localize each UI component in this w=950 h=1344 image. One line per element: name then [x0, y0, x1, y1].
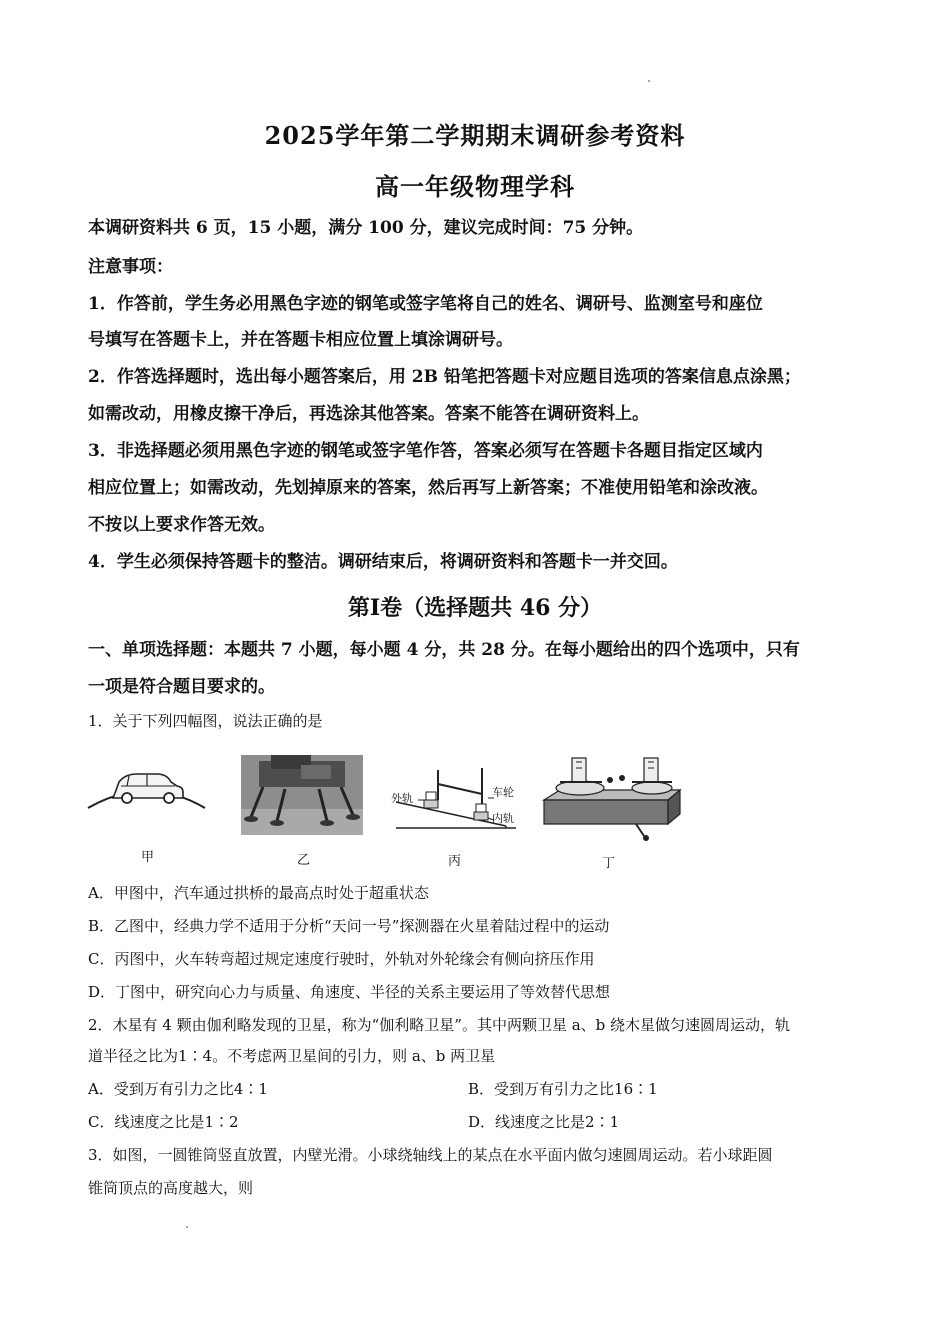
note-line: 4．学生必须保持答题卡的整洁。调研结束后，将调研资料和答题卡一并交回。	[88, 552, 678, 572]
train-curve-track-figure	[388, 762, 524, 834]
figure-label-yi: 乙	[297, 853, 311, 868]
q3-stem-line: 锥筒顶点的高度越大，则	[88, 1179, 254, 1197]
note-line: 号填写在答题卡上，并在答题卡相应位置上填涂调研号。	[88, 330, 513, 350]
subject-title: 高一年级物理学科	[375, 172, 575, 201]
note-line: 相应位置上；如需改动，先划掉原来的答案，然后再写上新答案；不准使用铅笔和涂改液。	[88, 478, 768, 498]
figure-label-bing: 丙	[448, 854, 462, 869]
scan-dot	[648, 80, 650, 82]
note-line: 如需改动，用橡皮擦干净后，再选涂其他答案。答案不能答在调研资料上。	[88, 404, 649, 424]
q2-option-d: D．线速度之比是2∶1	[468, 1113, 620, 1131]
note-line: 2．作答选择题时，选出每小题答案后，用 2B 铅笔把答题卡对应题目选项的答案信息点涂黑；	[88, 367, 801, 387]
outer-rail-label: 外轨	[391, 792, 413, 805]
exam-title: 2025学年第二学期期末调研参考资料	[264, 121, 686, 150]
q2-option-b: B．受到万有引力之比16∶1	[468, 1080, 658, 1098]
q1-stem: 1．关于下列四幅图，说法正确的是	[88, 712, 323, 730]
section-title: 第Ⅰ卷（选择题共 46 分）	[347, 595, 603, 621]
q3-stem-line: 3．如图，一圆锥筒竖直放置，内壁光滑。小球绕轴线上的某点在水平面内做匀速圆周运动。若小球距圆	[88, 1146, 773, 1164]
q2-option-c: C．线速度之比是1∶2	[88, 1113, 239, 1131]
note-line: 1．作答前，学生务必用黑色字迹的钢笔或签字笔将自己的姓名、调研号、监测室号和座位	[88, 294, 763, 314]
q2-option-a: A．受到万有引力之比4∶1	[88, 1080, 268, 1098]
intro-line: 本调研资料共 6 页，15 小题，满分 100 分，建议完成时间：75 分钟。	[88, 218, 644, 238]
wheel-label: 车轮	[492, 786, 514, 799]
q1-option-b: B．乙图中，经典力学不适用于分析“天问一号”探测器在火星着陆过程中的运动	[88, 917, 610, 935]
figure-label-jia: 甲	[141, 850, 155, 865]
q1-option-d: D．丁图中，研究向心力与质量、角速度、半径的关系主要运用了等效替代思想	[88, 983, 611, 1001]
inner-rail-label: 内轨	[492, 812, 514, 825]
scan-dot	[186, 1226, 188, 1228]
car-on-arch-bridge-figure	[85, 760, 210, 830]
note-line: 3．非选择题必须用黑色字迹的钢笔或签字笔作答，答案必须写在答题卡各题目指定区域内	[88, 441, 763, 461]
q1-option-a: A．甲图中，汽车通过拱桥的最高点时处于超重状态	[88, 884, 429, 902]
note-line: 不按以上要求作答无效。	[88, 515, 275, 535]
centripetal-force-apparatus-figure	[540, 752, 688, 844]
figure-label-ding: 丁	[602, 856, 616, 871]
q2-stem-line: 道半径之比为1∶4。不考虑两卫星间的引力，则 a、b 两卫星	[88, 1047, 496, 1065]
part-one-instruction: 一项是符合题目要求的。	[88, 677, 275, 697]
mars-lander-figure	[241, 755, 363, 835]
q1-option-c: C．丙图中，火车转弯超过规定速度行驶时，外轨对外轮缘会有侧向挤压作用	[88, 950, 595, 968]
q2-stem-line: 2．木星有 4 颗由伽利略发现的卫星，称为“伽利略卫星”。其中两颗卫星 a、b 绕木星做匀速圆周运动，轨	[88, 1016, 791, 1034]
notes-title: 注意事项：	[88, 257, 173, 277]
part-one-instruction: 一、单项选择题：本题共 7 小题，每小题 4 分，共 28 分。在每小题给出的四个选项中，只有	[88, 640, 800, 660]
